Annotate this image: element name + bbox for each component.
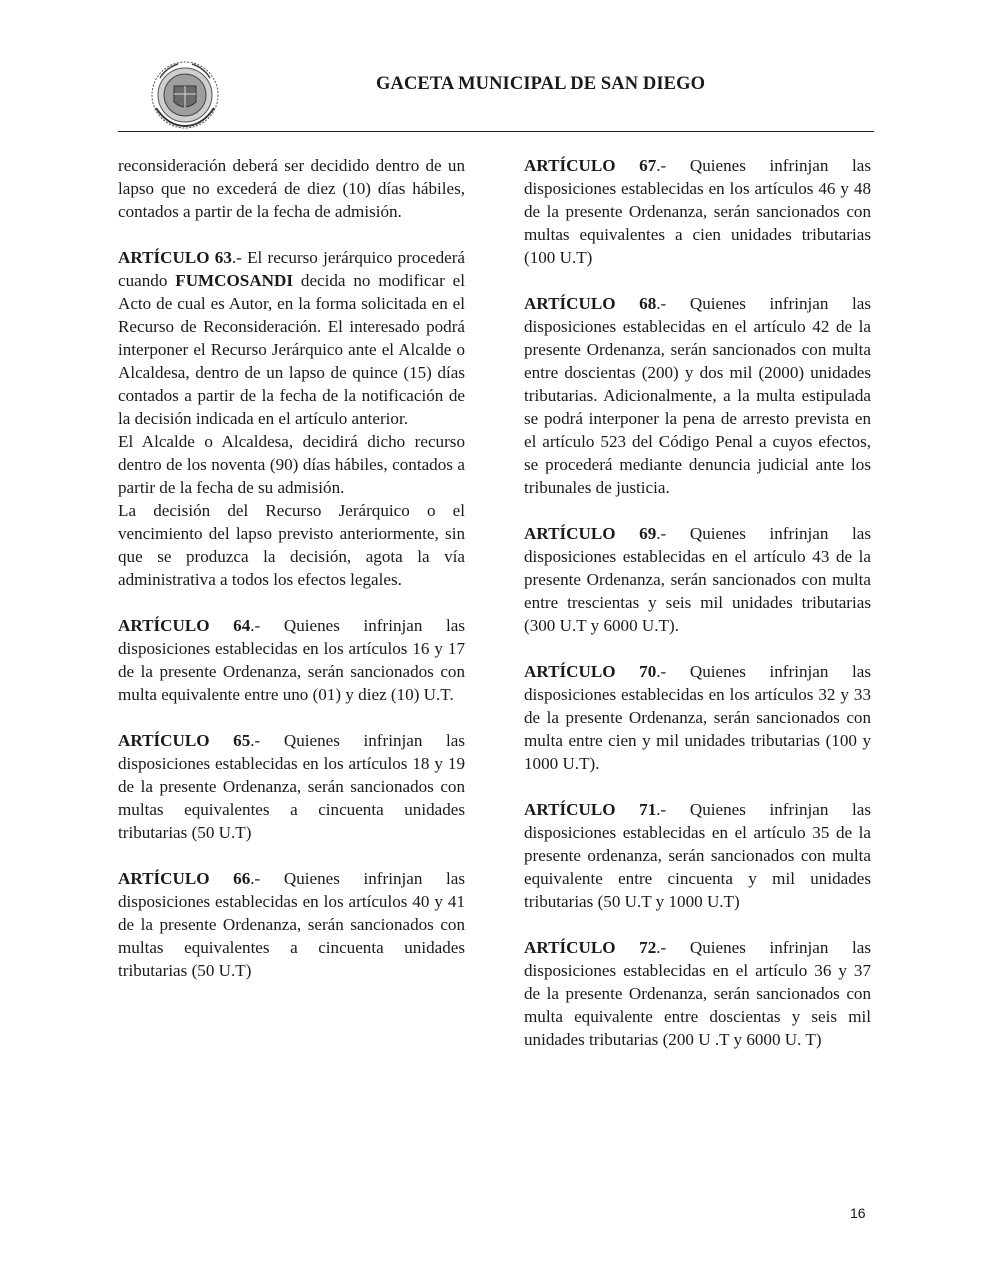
article-label: ARTÍCULO	[524, 662, 616, 681]
article-number: 66	[233, 869, 251, 888]
gazette-title: GACETA MUNICIPAL DE SAN DIEGO	[376, 74, 706, 94]
article-72	[524, 936, 871, 1051]
article-69	[524, 522, 871, 637]
article-68	[524, 292, 871, 499]
article-63	[118, 246, 465, 430]
article-label: ARTÍCULO	[118, 731, 210, 750]
article-67	[524, 154, 871, 269]
article-number: 71	[639, 800, 657, 819]
page-header	[118, 58, 874, 134]
article-label: ARTÍCULO	[118, 869, 210, 888]
article-number: 64	[233, 616, 251, 635]
article-label: ARTÍCULO	[118, 616, 210, 635]
municipal-seal-icon	[148, 58, 222, 132]
article-63-paragraph-3: La decisión del Recurso Jerárquico o el vencimiento del lapso previsto anteriormente, sin que se produzca la decisión, agota la vía administrativa a todos los efectos legales.	[118, 501, 465, 589]
article-number: 63	[214, 248, 232, 267]
article-63-paragraph-2: El Alcalde o Alcaldesa, decidirá dicho recurso dentro de los noventa (90) días hábiles, contados a partir de la fecha de su admisión.	[118, 432, 465, 497]
article-64	[118, 614, 465, 706]
article-text: .- Quienes infrinjan las disposiciones establecidas en los artículos 32 y 33 de la presente Ordenanza, serán sancionados con multa entre cien y mil unidades tributarias (100 y 1000 U.T).	[524, 662, 871, 773]
article-number: 68	[639, 294, 657, 313]
article-label: ARTÍCULO	[118, 248, 210, 267]
article-number: 70	[639, 662, 657, 681]
article-text: .- Quienes infrinjan las disposiciones establecidas en los artículos 46 y 48 de la presente Ordenanza, serán sancionados con multas equivalentes a cien unidades tributarias (100 U.T)	[524, 156, 871, 267]
entity-name: FUMCOSANDI	[175, 271, 294, 290]
page-number: 16	[850, 1205, 866, 1221]
article-text: .- Quienes infrinjan las disposiciones establecidas en el artículo 36 y 37 de la presente Ordenanza, serán sancionados con multa equivalente entre doscientas y seis mil unidades tributarias (200 U .T y 6000 U. T)	[524, 938, 871, 1049]
article-number: 69	[639, 524, 657, 543]
article-65	[118, 729, 465, 844]
article-70	[524, 660, 871, 775]
article-text: .- Quienes infrinjan las disposiciones establecidas en el artículo 42 de la presente Ordenanza, serán sancionados con multa entre doscientas (200) y dos mil (2000) unidades tributarias. Adicionalmente, a la multa estipulada se podrá interponer la pena de arresto prevista en el artículo 523 del Código Penal a cuyos efectos, se procederá mediante denuncia judicial ante los tribunales de justicia.	[524, 294, 871, 497]
right-column	[524, 154, 871, 1074]
article-number: 67	[639, 156, 657, 175]
article-text: .- Quienes infrinjan las disposiciones establecidas en los artículos 16 y 17 de la presente Ordenanza, serán sancionados con multa equivalente entre uno (01) y diez (10) U.T.	[118, 616, 465, 704]
article-text-continued: decida no modificar el Acto de cual es Autor, en la forma solicitada en el Recurso de Reconsideración. El interesado podrá interponer el Recurso Jerárquico ante el Alcalde o Alcaldesa, dentro de un lapso de quince (15) días contados a partir de la fecha de la notificación de la decisión indicada en el artículo anterior.	[118, 271, 466, 428]
left-column	[118, 154, 465, 1005]
article-label: ARTÍCULO	[524, 156, 616, 175]
article-number: 72	[639, 938, 657, 957]
article-label: ARTÍCULO	[524, 938, 616, 957]
article-text: .- Quienes infrinjan las disposiciones establecidas en el artículo 35 de la presente ordenanza, serán sancionados con multa equivalente entre cincuenta y mil unidades tributarias (50 U.T y 1000 U.T)	[524, 800, 871, 911]
article-label: ARTÍCULO	[524, 294, 616, 313]
article-number: 65	[233, 731, 251, 750]
article-label: ARTÍCULO	[524, 524, 616, 543]
article-text: .- El recurso jerárquico procederá cuando	[118, 248, 465, 290]
article-71	[524, 798, 871, 913]
article-text: .- Quienes infrinjan las disposiciones establecidas en los artículos 40 y 41 de la presente Ordenanza, serán sancionados con multas equivalentes a cincuenta unidades tributarias (50 U.T)	[118, 869, 465, 980]
header-divider	[118, 131, 874, 132]
article-text: .- Quienes infrinjan las disposiciones establecidas en los artículos 18 y 19 de la presente Ordenanza, serán sancionados con multas equivalentes a cincuenta unidades tributarias (50 U.T)	[118, 731, 465, 842]
continuation-paragraph: reconsideración deberá ser decidido dentro de un lapso que no excederá de diez (10) días hábiles, contados a partir de la fecha de admisión.	[118, 156, 465, 221]
article-label: ARTÍCULO	[524, 800, 616, 819]
article-66	[118, 867, 465, 982]
article-text: .- Quienes infrinjan las disposiciones establecidas en el artículo 43 de la presente Ordenanza, serán sancionados con multa entre trescientas y seis mil unidades tributarias (300 U.T y 6000 U.T).	[524, 524, 871, 635]
